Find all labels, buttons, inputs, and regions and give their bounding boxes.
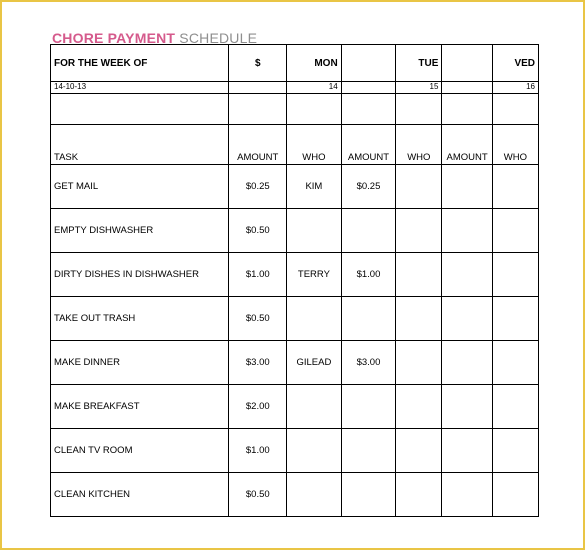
who2-cell[interactable] <box>396 429 442 473</box>
who2-column-header[interactable]: WHO <box>396 125 442 165</box>
amount-cell[interactable]: $0.25 <box>229 165 287 209</box>
empty-cell[interactable] <box>396 94 442 125</box>
task-cell[interactable]: CLEAN TV ROOM <box>51 429 229 473</box>
day2-header-blank-cell[interactable] <box>442 45 492 82</box>
amount2-cell[interactable] <box>442 209 492 253</box>
amount2-cell[interactable] <box>442 253 492 297</box>
who1-cell[interactable] <box>287 209 342 253</box>
day1-date-cell[interactable]: 14 <box>287 82 342 94</box>
who2-cell[interactable] <box>396 341 442 385</box>
task-cell[interactable]: TAKE OUT TRASH <box>51 297 229 341</box>
amount2-column-header[interactable]: AMOUNT <box>442 125 492 165</box>
empty-cell[interactable] <box>287 94 342 125</box>
who3-column-header[interactable]: WHO <box>492 125 538 165</box>
who1-cell[interactable] <box>287 385 342 429</box>
table-row <box>51 209 539 253</box>
amount-cell[interactable]: $1.00 <box>229 429 287 473</box>
date-row <box>51 82 539 94</box>
amount-cell[interactable]: $0.50 <box>229 209 287 253</box>
week-date-cell[interactable]: 14-10-13 <box>51 82 229 94</box>
who3-cell[interactable] <box>492 209 538 253</box>
task-cell[interactable]: EMPTY DISHWASHER <box>51 209 229 253</box>
who3-cell[interactable] <box>492 473 538 517</box>
amount-cell[interactable]: $0.50 <box>229 473 287 517</box>
empty-cell[interactable] <box>51 94 229 125</box>
table-row <box>51 473 539 517</box>
amount1-cell[interactable] <box>341 429 396 473</box>
amount1-cell[interactable]: $3.00 <box>341 341 396 385</box>
who1-cell[interactable]: TERRY <box>287 253 342 297</box>
date-blank-cell[interactable] <box>442 82 492 94</box>
who2-cell[interactable] <box>396 165 442 209</box>
who1-cell[interactable] <box>287 473 342 517</box>
amount1-cell[interactable] <box>341 473 396 517</box>
amount2-cell[interactable] <box>442 165 492 209</box>
amount1-column-header[interactable]: AMOUNT <box>341 125 396 165</box>
day2-header-cell[interactable]: TUE <box>396 45 442 82</box>
amount2-cell[interactable] <box>442 385 492 429</box>
amount-cell[interactable]: $0.50 <box>229 297 287 341</box>
who2-cell[interactable] <box>396 297 442 341</box>
empty-cell[interactable] <box>442 94 492 125</box>
task-cell[interactable]: DIRTY DISHES IN DISHWASHER <box>51 253 229 297</box>
amount1-cell[interactable] <box>341 297 396 341</box>
who3-cell[interactable] <box>492 253 538 297</box>
amount2-cell[interactable] <box>442 473 492 517</box>
task-column-header[interactable]: TASK <box>51 125 229 165</box>
column-header-row <box>51 125 539 165</box>
amount2-cell[interactable] <box>442 429 492 473</box>
dollar-header-cell[interactable]: $ <box>229 45 287 82</box>
task-cell[interactable]: GET MAIL <box>51 165 229 209</box>
chore-schedule-table <box>50 44 539 517</box>
who1-cell[interactable] <box>287 429 342 473</box>
table-row <box>51 385 539 429</box>
who1-cell[interactable]: GILEAD <box>287 341 342 385</box>
who3-cell[interactable] <box>492 341 538 385</box>
table-row <box>51 429 539 473</box>
week-label-cell[interactable]: FOR THE WEEK OF <box>51 45 229 82</box>
who2-cell[interactable] <box>396 385 442 429</box>
amount1-cell[interactable]: $1.00 <box>341 253 396 297</box>
date-blank-cell[interactable] <box>229 82 287 94</box>
day3-header-cell[interactable]: VED <box>492 45 538 82</box>
who3-cell[interactable] <box>492 165 538 209</box>
task-cell[interactable]: MAKE BREAKFAST <box>51 385 229 429</box>
who3-cell[interactable] <box>492 429 538 473</box>
table-row <box>51 297 539 341</box>
title-primary: CHORE PAYMENT <box>52 30 176 46</box>
who2-cell[interactable] <box>396 253 442 297</box>
who1-column-header[interactable]: WHO <box>287 125 342 165</box>
day1-header-cell[interactable]: MON <box>287 45 342 82</box>
amount1-cell[interactable] <box>341 385 396 429</box>
who1-cell[interactable]: KIM <box>287 165 342 209</box>
day3-date-cell[interactable]: 16 <box>492 82 538 94</box>
empty-cell[interactable] <box>341 94 396 125</box>
amount2-cell[interactable] <box>442 297 492 341</box>
amount1-cell[interactable] <box>341 209 396 253</box>
amount-cell[interactable]: $3.00 <box>229 341 287 385</box>
amount2-cell[interactable] <box>442 341 492 385</box>
who3-cell[interactable] <box>492 297 538 341</box>
title-secondary: SCHEDULE <box>179 30 258 46</box>
empty-cell[interactable] <box>492 94 538 125</box>
who3-cell[interactable] <box>492 385 538 429</box>
task-cell[interactable]: MAKE DINNER <box>51 341 229 385</box>
amount-column-header[interactable]: AMOUNT <box>229 125 287 165</box>
header-row <box>51 45 539 82</box>
table-row <box>51 253 539 297</box>
task-cell[interactable]: CLEAN KITCHEN <box>51 473 229 517</box>
who2-cell[interactable] <box>396 473 442 517</box>
day1-header-blank-cell[interactable] <box>341 45 396 82</box>
amount-cell[interactable]: $1.00 <box>229 253 287 297</box>
who2-cell[interactable] <box>396 209 442 253</box>
amount1-cell[interactable]: $0.25 <box>341 165 396 209</box>
day2-date-cell[interactable]: 15 <box>396 82 442 94</box>
empty-cell[interactable] <box>229 94 287 125</box>
who1-cell[interactable] <box>287 297 342 341</box>
table-row <box>51 341 539 385</box>
amount-cell[interactable]: $2.00 <box>229 385 287 429</box>
table-row <box>51 165 539 209</box>
date-blank-cell[interactable] <box>341 82 396 94</box>
spacer-row <box>51 94 539 125</box>
